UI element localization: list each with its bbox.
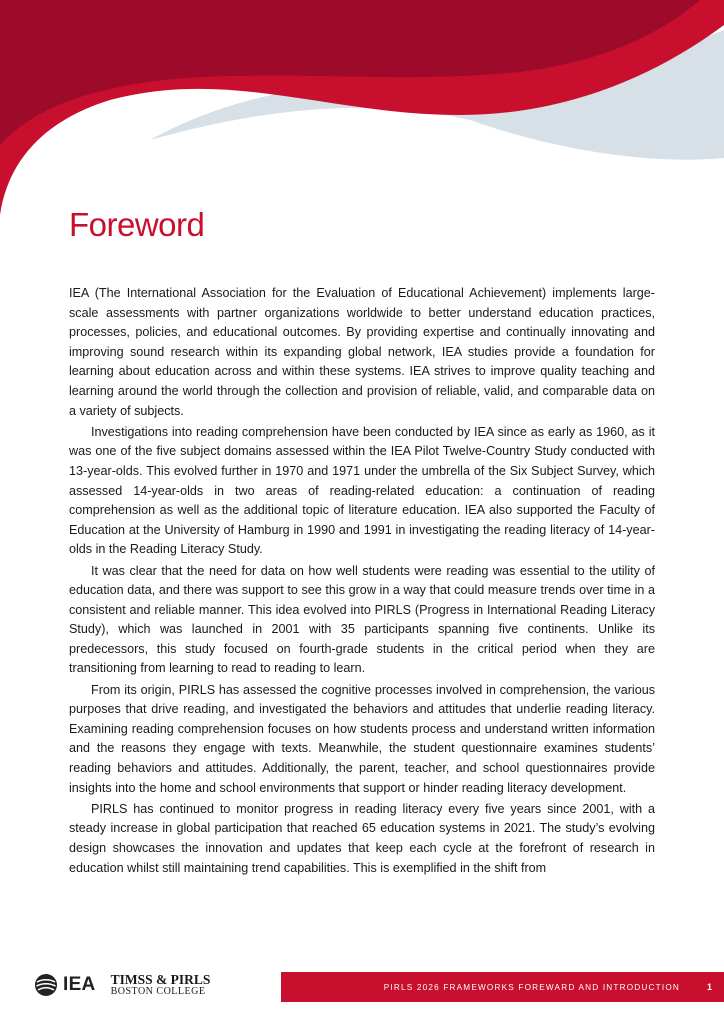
boston-college-name: BOSTON COLLEGE: [110, 985, 206, 997]
footer-logos: [34, 968, 210, 1002]
paragraph-2: Investigations into reading comprehension have been conducted by IEA since as early as 1960, as it was one of the five subject domains assessed within the IEA Pilot Twelve-Country Study conducted with 13-year-olds. This evolved further in 1970 and 1971 under the umbrella of the Six Subject Survey, which assessed 14-year-olds in two areas of reading-related education: a continuation of reading comprehension as well as the additional topic of literature education. IEA also supported the Faculty of Education at the University of Hamburg in 1990 and 1991 in investigating the reading literacy of 14-year-olds in the Reading Literacy Study.: [69, 424, 655, 557]
page-number: 1: [706, 982, 712, 992]
foreword-body: [69, 284, 655, 880]
footer-document-title: PIRLS 2026 FRAMEWORKS FOREWARD AND INTRODUCTION: [383, 982, 680, 992]
iea-logo: [34, 973, 96, 997]
iea-logo-text: IEA: [63, 974, 96, 995]
paragraph-5: PIRLS has continued to monitor progress in reading literacy every five years since 2001, with a steady increase in global participation that reached 65 education systems in 2021. The study’s evolving design showcases the innovation and updates that keep each cycle at the forefront of research in education whilst still maintaining trend capabilities. This is exemplified in the shift from: [69, 801, 655, 875]
page-title: Foreword: [69, 206, 205, 243]
timss-pirls-name: TIMSS & PIRLS: [110, 971, 211, 987]
globe-icon: [34, 973, 58, 997]
paragraph-3: It was clear that the need for data on how well students were reading was essential to the utility of education data, and there was support to see this grow in a way that could measure trends over time in a consistent and reliable manner. This idea evolved into PIRLS (Progress in International Reading Literacy Study), which was launched in 2001 with 35 participants spanning five continents. Unlike its predecessors, this study focused on fourth-grade students in the critical period when they are transitioning from learning to read to reading to learn.: [69, 563, 655, 676]
paragraph-4: From its origin, PIRLS has assessed the cognitive processes involved in comprehension, the various purposes that drive reading, and investigated the behaviors and attitudes that underlie reading literacy. Examining reading comprehension focuses on how students process and understand written information and the reasons they engage with texts. Meanwhile, the student questionnaire examines students’ reading behaviors and attitudes. Additionally, the parent, teacher, and school questionnaires provide insights into the home and school environments that support or hinder reading literacy development.: [69, 682, 655, 795]
timss-pirls-logo: [111, 973, 211, 998]
footer-bar: [281, 972, 724, 1002]
paragraph-1: IEA (The International Association for the Evaluation of Educational Achievement) implements large-scale assessments with partner organizations worldwide to better understand education practices, processes, policies, and educational outcomes. By providing expertise and continually innovating and improving sound research within its expanding global network, IEA studies provide a foundation for learning about education across and within these systems. IEA strives to improve quality teaching and learning around the world through the collection and provision of reliable, valid, and comparable data on a variety of subjects.: [69, 286, 655, 418]
